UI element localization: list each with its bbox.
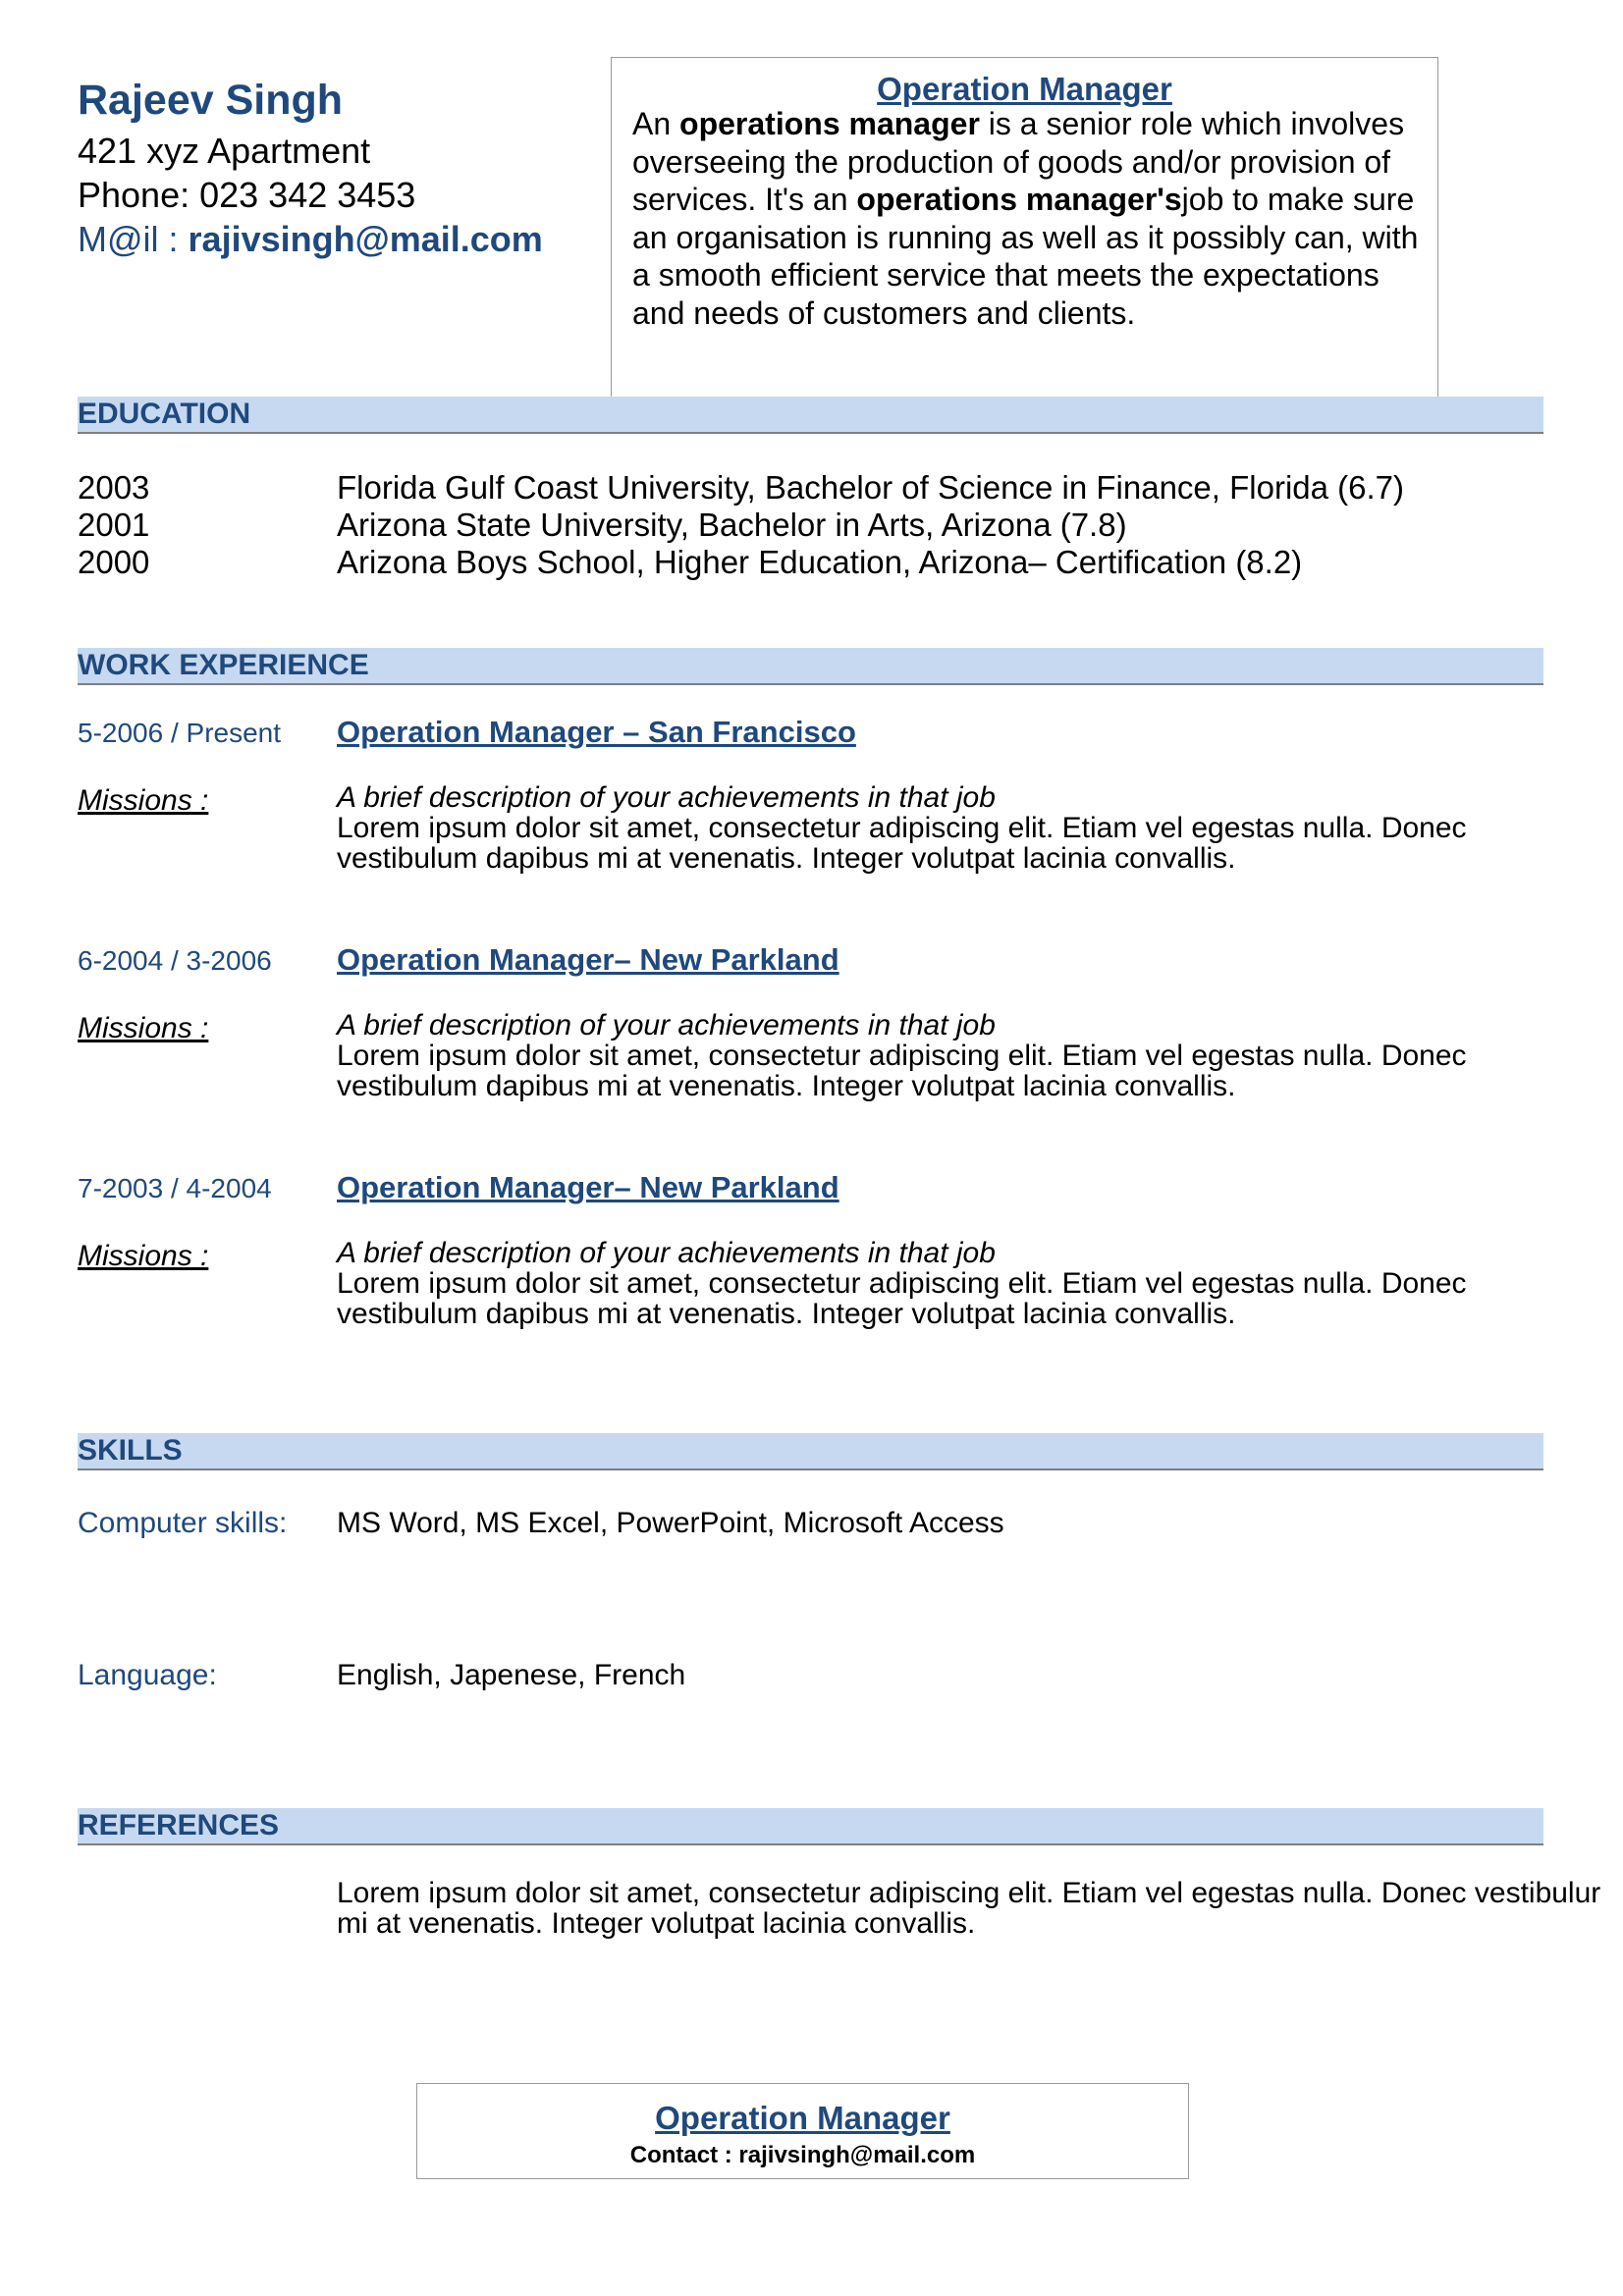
computer-skills-value: MS Word, MS Excel, PowerPoint, Microsoft Access — [337, 1507, 1004, 1539]
skills-band — [78, 1433, 1543, 1470]
edu-text-2: Arizona State University, Bachelor in Arts, Arizona (7.8) — [337, 507, 1127, 543]
computer-skills-label: Computer skills: — [78, 1507, 288, 1539]
language-value: English, Japenese, French — [337, 1659, 686, 1691]
job-dates-3: 7-2003 / 4-2004 — [78, 1173, 272, 1203]
footer-box — [416, 2083, 1189, 2179]
work-heading: WORK EXPERIENCE — [78, 649, 369, 681]
footer-contact: Contact : rajivsingh@mail.com — [629, 2142, 976, 2168]
missions-label-2: Missions : — [78, 1012, 209, 1044]
education-band — [78, 397, 1543, 434]
summary-box — [611, 57, 1438, 400]
job-title-2[interactable]: Operation Manager– New Parkland — [337, 942, 839, 977]
language-label: Language: — [78, 1659, 217, 1691]
job-dates-1: 5-2006 / Present — [78, 718, 282, 748]
job-title-1[interactable]: Operation Manager – San Francisco — [337, 715, 856, 749]
footer-title: Operation Manager — [655, 2100, 950, 2136]
email-line — [78, 218, 543, 261]
references-text: Lorem ipsum dolor sit amet, consectetur adipiscing elit. Etiam vel egestas nulla. Donec vestibulur mi at venenatis. Integer volutpat lacinia convallis. — [337, 1877, 1601, 1940]
references-band — [78, 1808, 1543, 1845]
edu-year-1: 2003 — [78, 469, 150, 506]
education-heading: EDUCATION — [78, 398, 251, 430]
job-dates-2: 6-2004 / 3-2006 — [78, 945, 272, 976]
phone: Phone: 023 342 3453 — [78, 175, 416, 215]
references-heading: REFERENCES — [78, 1809, 280, 1842]
email-label: M@il : — [78, 219, 189, 259]
summary-title: Operation Manager — [877, 71, 1172, 107]
missions-label-3: Missions : — [78, 1240, 209, 1272]
missions-label-1: Missions : — [78, 784, 209, 817]
edu-year-2: 2001 — [78, 507, 150, 543]
address: 421 xyz Apartment — [78, 131, 371, 171]
job-title-3[interactable]: Operation Manager– New Parkland — [337, 1170, 839, 1204]
summary-text: An operations manager is a senior role which involves overseeing the production of goods and/or provision of services. It's an operations manager'sjob to make sure an organisation is running as well as it possibly can, with a smooth efficient service that meets the expectations and needs of customers and clients. — [632, 106, 1419, 331]
edu-text-1: Florida Gulf Coast University, Bachelor of Science in Finance, Florida (6.7) — [337, 469, 1405, 506]
email-link[interactable]: rajivsingh@mail.com — [188, 219, 543, 259]
job-desc-2: A brief description of your achievements in that job Lorem ipsum dolor sit amet, consectetur adipiscing elit. Etiam vel egestas nulla. Donec vestibulum dapibus mi at venenatis. Integer volutpat lacinia convallis. — [337, 1009, 1467, 1102]
job-desc-3: A brief description of your achievements in that job Lorem ipsum dolor sit amet, consectetur adipiscing elit. Etiam vel egestas nulla. Donec vestibulum dapibus mi at venenatis. Integer volutpat lacinia convallis. — [337, 1237, 1467, 1330]
skills-heading: SKILLS — [78, 1434, 183, 1467]
edu-text-3: Arizona Boys School, Higher Education, Arizona– Certification (8.2) — [337, 544, 1303, 580]
candidate-name: Rajeev Singh — [78, 77, 344, 124]
edu-year-3: 2000 — [78, 544, 150, 580]
job-desc-1: A brief description of your achievements in that job Lorem ipsum dolor sit amet, consectetur adipiscing elit. Etiam vel egestas nulla. Donec vestibulum dapibus mi at venenatis. Integer volutpat lacinia convallis. — [337, 781, 1467, 875]
